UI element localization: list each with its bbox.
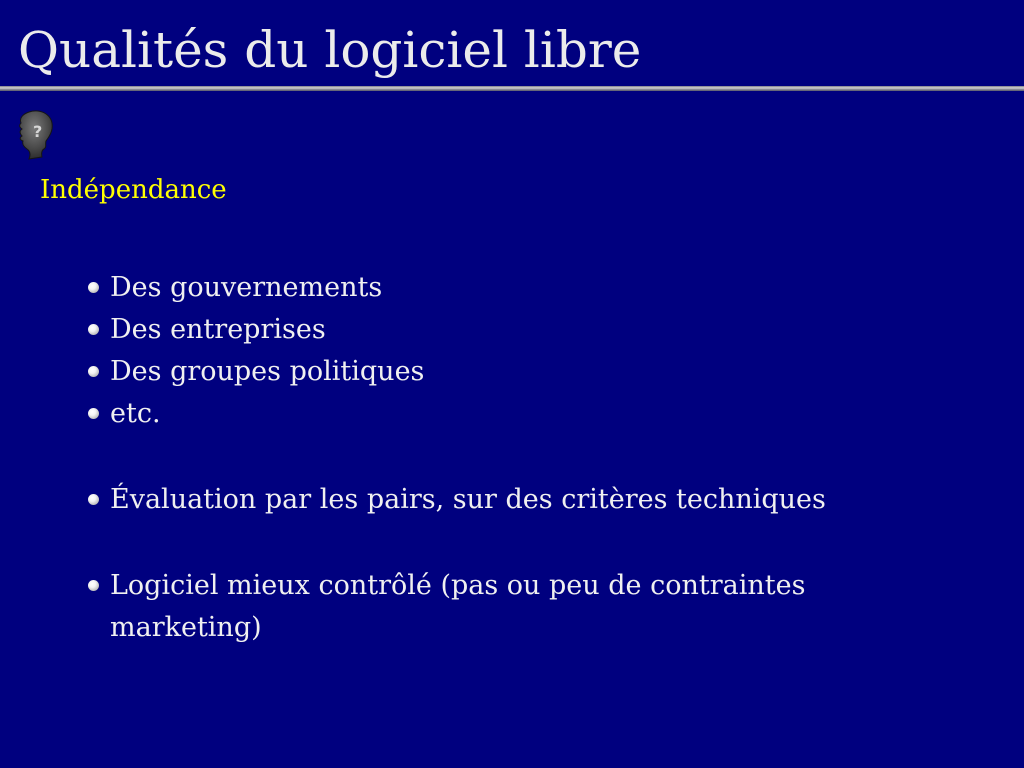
bullet-dot-icon [88,408,99,419]
question-head-icon [17,109,55,161]
list-item-text: etc. [110,398,161,429]
list-item-text: Des entreprises [110,314,326,345]
title-divider [0,86,1024,91]
list-item-text: Des groupes politiques [110,356,425,387]
list-item-text: Évaluation par les pairs, sur des critères techniques [110,484,826,515]
list-item-text: Logiciel mieux contrôlé (pas ou peu de contraintes marketing) [110,570,806,643]
bullet-dot-icon [88,282,99,293]
list-item-text: Des gouvernements [110,272,383,303]
svg-text:?: ? [33,122,43,141]
section-heading: Indépendance [40,175,227,205]
bullet-dot-icon [88,494,99,505]
bullet-dot-icon [88,366,99,377]
bullet-dot-icon [88,580,99,591]
bullet-dot-icon [88,324,99,335]
slide-title: Qualités du logiciel libre [18,21,642,79]
